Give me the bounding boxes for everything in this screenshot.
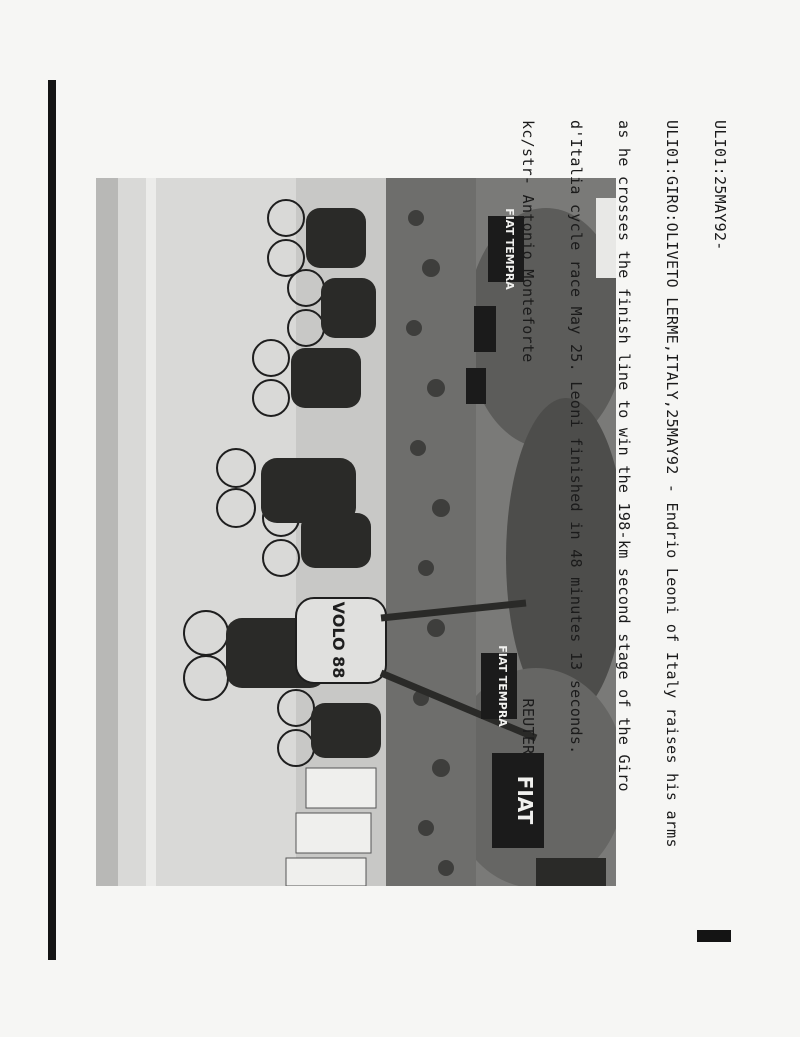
caption-line-2: ULI01:GIRO:OLIVETO LERME,ITALY,25MAY92 - Endrio Leoni of Italy raises his arms xyxy=(663,120,681,848)
caption-line-5: kc/str- Antonio Monteforte REUTER xyxy=(519,120,537,755)
caption-line-3: as he crosses the finish line to win the 198-km second stage of the Giro xyxy=(615,120,633,792)
jersey-text: VOLO 88 xyxy=(329,601,348,679)
sign-bottom: FIAT xyxy=(513,775,537,825)
corner-mark xyxy=(697,930,731,942)
sign-top: FIAT TEMPRA xyxy=(503,208,516,290)
left-edge-bar xyxy=(48,80,56,960)
sign-middle: FIAT TEMPRA xyxy=(496,645,509,727)
caption-line-4: d'Italia cycle race May 25. Leoni finished in 48 minutes 13 seconds. xyxy=(567,120,585,755)
caption-line-1: ULI01:25MAY92- xyxy=(711,120,729,251)
